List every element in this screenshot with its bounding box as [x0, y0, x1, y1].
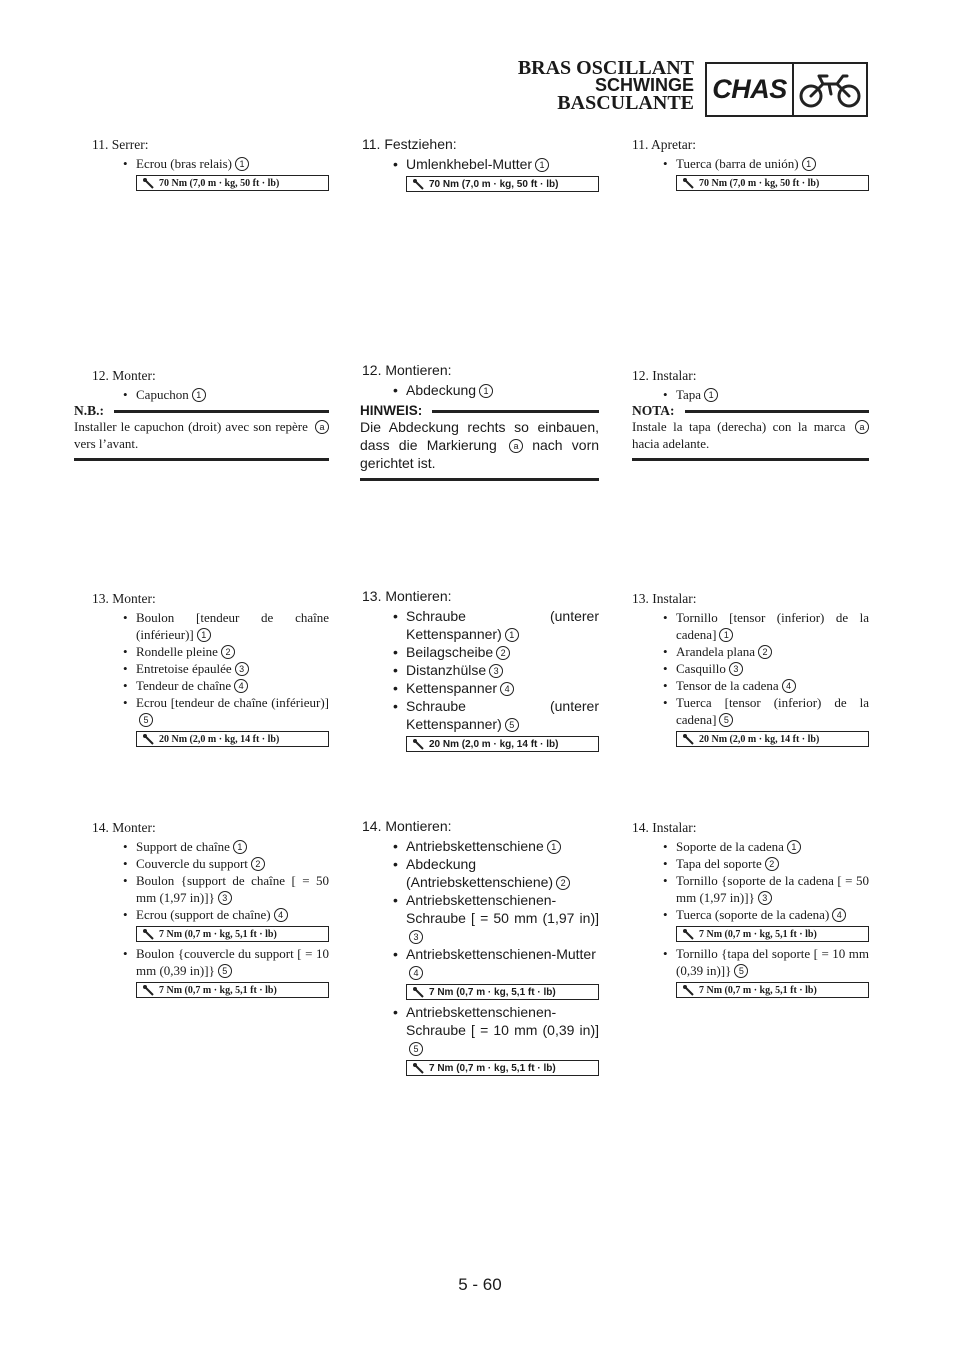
list-item: • Tuerca [tensor (inferior) de la cadena] 5 — [663, 695, 869, 727]
step-13 — [632, 590, 869, 750]
wrench-icon — [143, 734, 154, 745]
note-block — [632, 403, 869, 461]
step-13 — [362, 588, 599, 755]
page-number: 5 - 60 — [458, 1275, 502, 1294]
list-item: • Tapa 1 — [632, 386, 869, 403]
wrench-icon — [413, 739, 424, 750]
step-14 — [92, 819, 329, 1001]
step-13 — [92, 590, 329, 750]
list-item: • Boulon [tendeur de chaîne (inférieur)] 1 — [123, 610, 329, 642]
list-item: • Casquillo 3 — [632, 660, 869, 677]
torque-spec: 70 Nm (7,0 m · kg, 50 ft · lb) — [136, 175, 329, 191]
list-item: • Antriebskettenschienen-Schraube [ = 10 mm (0,39 in)]5 — [393, 1004, 599, 1054]
list-item: • Couvercle du support 2 — [92, 855, 329, 872]
step-title: 12. Monter: — [92, 368, 156, 383]
header-title-de: SCHWINGE — [595, 75, 694, 95]
step-title: 12. Instalar: — [632, 368, 697, 383]
list-item: • Boulon {couvercle du support [ = 10 mm (0,39 in)]} 5 — [123, 946, 329, 978]
torque-spec: 7 Nm (0,7 m · kg, 5,1 ft · lb) — [136, 926, 329, 942]
list-item: • Tensor de la cadena 4 — [632, 677, 869, 694]
wrench-icon — [683, 985, 694, 996]
motorcycle-icon — [794, 64, 866, 115]
step-title: 13. Monter: — [92, 591, 156, 606]
list-item: • Ecrou (bras relais) 1 — [92, 155, 329, 172]
wrench-icon — [683, 929, 694, 940]
step-title: 13. Instalar: — [632, 591, 697, 606]
torque-spec: 70 Nm (7,0 m · kg, 50 ft · lb) — [406, 176, 599, 192]
step-11 — [92, 136, 329, 194]
list-item: • Antriebskettenschiene 1 — [362, 837, 599, 855]
step-12 — [92, 367, 329, 403]
list-item: • Antriebskettenschienen-Schraube [ = 50 mm (1,97 in)]3 — [393, 892, 599, 942]
header-title-fr: BRAS OSCILLANT — [517, 57, 694, 79]
step-title: 11. Festziehen: — [362, 136, 457, 152]
step-title: 11. Apretar: — [632, 137, 696, 152]
wrench-icon — [143, 929, 154, 940]
step-title: 12. Montieren: — [362, 362, 452, 378]
wrench-icon — [413, 179, 424, 190]
note-text: Die Abdeckung rechts so einbauen, dass die Markierung a nach vorn gerichtet ist. — [360, 419, 600, 471]
list-item: • Tuerca (soporte de la cadena) 4 — [632, 906, 869, 923]
note-text: Instale la tapa (derecha) con la marca a hacia adelante. — [632, 418, 869, 452]
torque-spec: 7 Nm (0,7 m · kg, 5,1 ft · lb) — [136, 982, 329, 998]
step-14 — [362, 818, 599, 1079]
list-item: • Tornillo {tapa del soporte [ = 10 mm (0,39 in)]} 5 — [663, 946, 869, 978]
step-title: 14. Instalar: — [632, 820, 697, 835]
section-code: CHAS — [707, 64, 794, 115]
list-item: • Antriebskettenschienen-Mutter4 — [393, 946, 596, 978]
wrench-icon — [143, 985, 154, 996]
list-item: • Arandela plana 2 — [632, 643, 869, 660]
section-badge — [705, 62, 868, 117]
torque-spec: 7 Nm (0,7 m · kg, 5,1 ft · lb) — [406, 1060, 599, 1076]
list-item: • Tornillo [tensor (inferior) de la cadena] 1 — [663, 610, 869, 642]
list-item: • Schraube (unterer Kettenspanner) 5 — [393, 698, 599, 732]
torque-spec: 7 Nm (0,7 m · kg, 5,1 ft · lb) — [676, 926, 869, 942]
list-item: • Tapa del soporte 2 — [632, 855, 869, 872]
list-item: • Soporte de la cadena 1 — [632, 838, 869, 855]
list-item: • Beilagscheibe 2 — [362, 643, 599, 661]
list-item: • Rondelle pleine 2 — [92, 643, 329, 660]
note-label: NOTA: — [632, 403, 869, 418]
note-text: Installer le capuchon (droit) avec son repère a vers l’avant. — [74, 418, 329, 452]
list-item: • Boulon {support de chaîne [ = 50 mm (1,97 in)]} 3 — [123, 873, 329, 905]
list-item: • Support de chaîne 1 — [92, 838, 329, 855]
wrench-icon — [683, 178, 694, 189]
step-title: 13. Montieren: — [362, 588, 452, 604]
wrench-icon — [413, 1063, 424, 1074]
torque-spec: 20 Nm (2,0 m · kg, 14 ft · lb) — [406, 736, 599, 752]
step-12 — [362, 362, 599, 399]
list-item: • Umlenkhebel-Mutter 1 — [362, 155, 599, 173]
list-item: • Tornillo {soporte de la cadena [ = 50 mm (1,97 in)]} 3 — [663, 873, 869, 905]
note-label: HINWEIS: — [360, 403, 599, 418]
torque-spec: 7 Nm (0,7 m · kg, 5,1 ft · lb) — [676, 982, 869, 998]
list-item: • Entretoise épaulée 3 — [92, 660, 329, 677]
wrench-icon — [413, 987, 424, 998]
list-item: • Abdeckung 1 — [362, 381, 599, 399]
list-item: • Ecrou [tendeur de chaîne (inférieur)]5 — [123, 695, 329, 725]
step-14 — [632, 819, 869, 1001]
torque-spec: 20 Nm (2,0 m · kg, 14 ft · lb) — [676, 731, 869, 747]
note-label: N.B.: — [74, 403, 329, 418]
note-block — [360, 403, 599, 481]
list-item: • Tuerca (barra de unión) 1 — [632, 155, 869, 172]
list-item: • Kettenspanner 4 — [362, 679, 599, 697]
header-title-es: BASCULANTE — [557, 92, 694, 114]
step-title: 11. Serrer: — [92, 137, 149, 152]
step-title: 14. Monter: — [92, 820, 156, 835]
torque-spec: 70 Nm (7,0 m · kg, 50 ft · lb) — [676, 175, 869, 191]
step-12 — [632, 367, 869, 403]
list-item: • Distanzhülse 3 — [362, 661, 599, 679]
list-item: • Capuchon 1 — [92, 386, 329, 403]
wrench-icon — [683, 734, 694, 745]
step-11 — [632, 136, 869, 194]
list-item: • Tendeur de chaîne 4 — [92, 677, 329, 694]
wrench-icon — [143, 178, 154, 189]
list-item: • Abdeckung (Antriebskettenschiene) 2 — [362, 855, 599, 891]
torque-spec: 7 Nm (0,7 m · kg, 5,1 ft · lb) — [406, 984, 599, 1000]
step-title: 14. Montieren: — [362, 818, 452, 834]
step-11 — [362, 136, 599, 195]
list-item: • Schraube (unterer Kettenspanner) 1 — [393, 608, 599, 642]
list-item: • Ecrou (support de chaîne) 4 — [92, 906, 329, 923]
torque-spec: 20 Nm (2,0 m · kg, 14 ft · lb) — [136, 731, 329, 747]
note-block — [74, 403, 329, 461]
